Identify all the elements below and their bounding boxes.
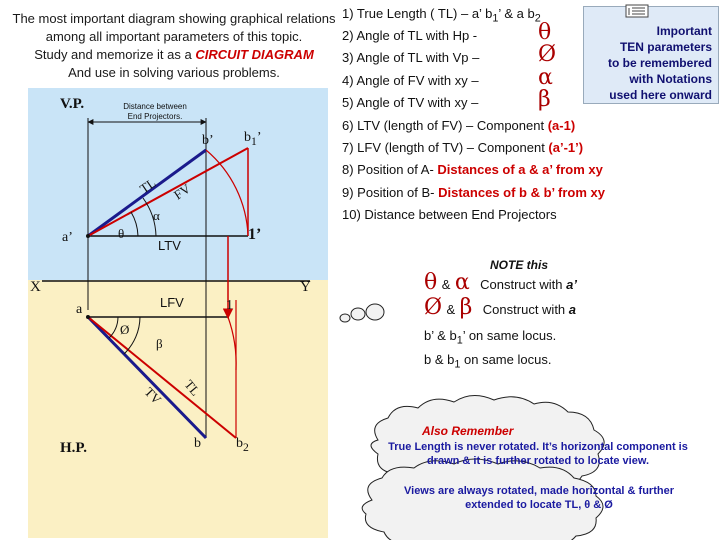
intro-line-1: The most important diagram showing graphical relations (12, 11, 336, 26)
param-9-distances: Distances of b & b’ from xy (438, 185, 605, 200)
theta-angle-arc (131, 212, 138, 236)
intro-circuit-diagram: CIRCUIT DIAGRAM (195, 47, 314, 62)
point-a (86, 315, 90, 319)
cloud-bubble-1 (340, 314, 350, 322)
point-b1-dash-label (244, 130, 262, 148)
ten-note-line-4: with Notations (629, 72, 712, 86)
locus-2-prefix: b & b (424, 352, 455, 367)
intro-line-4: And use in solving various problems. (68, 65, 280, 80)
b1-dash-tick: ’ (256, 130, 262, 145)
diagram-beta-symbol: β (156, 336, 163, 351)
note-alpha-symbol: α (454, 270, 470, 295)
also-remember-title: Also Remember (422, 424, 514, 438)
hp-label: H.P. (60, 440, 87, 456)
beta-symbol: β (538, 87, 551, 112)
dist-label-line-1: Distance between (123, 102, 187, 111)
cloud-bubble-3 (366, 304, 384, 320)
note-theta-symbol: θ (424, 270, 438, 295)
locus-1-suffix: ’ on same locus. (462, 328, 557, 343)
b1-dash-main: b (244, 130, 251, 145)
point-1-dash-label: 1’ (248, 226, 262, 243)
note-row-2-emph: a (568, 302, 577, 317)
ltv-rotation-arc (206, 150, 248, 236)
param-6-text: 6) LTV (length of FV) – Component (342, 118, 548, 133)
ltv-label: LTV (158, 238, 181, 253)
param-7-text: 7) LFV (length of TV) – Component (342, 140, 549, 155)
param-8-text: 8) Position of A- (342, 162, 438, 177)
note-row-1-text: Construct with (480, 277, 567, 292)
cloud-true-length-text: True Length is never rotated. It’s horizontal component is drawn & it is further rotated to locate view. (388, 441, 688, 467)
tl-upper-label: TL (136, 174, 159, 197)
param-1-sub-1: 1 (492, 12, 499, 25)
locus-2-suffix: on same locus. (460, 352, 552, 367)
dist-label-line-2: End Projectors. (127, 112, 183, 121)
locus-1-sub: 1 (456, 334, 463, 347)
point-a-dash-label: a’ (62, 230, 73, 245)
diagram-alpha-symbol: α (153, 208, 160, 223)
param-8-distances: Distances of a & a’ from xy (437, 162, 603, 177)
param-1-sub-2: 2 (534, 12, 541, 25)
ten-note-line-2: TEN parameters (619, 40, 712, 54)
point-b-label: b (194, 436, 201, 451)
note-locus-2 (424, 352, 551, 371)
note-row-2-text: Construct with (482, 302, 569, 317)
intro-line-3-prefix: Study and memorize it as a (34, 47, 196, 62)
point-b-dash-label: b’ (202, 133, 214, 148)
lfv-label: LFV (160, 295, 184, 310)
tv-label: TV (141, 384, 165, 408)
fv-label: FV (170, 180, 194, 203)
y-label: Y (300, 279, 311, 295)
param-angle-fv-xy: 4) Angle of FV with xy – (342, 73, 479, 88)
point-b2-label (236, 436, 249, 454)
note-amp-2: & (446, 302, 456, 317)
note-phi-symbol: Ø (424, 295, 443, 320)
alpha-symbol: α (538, 65, 553, 90)
diagram-phi-symbol: Ø (120, 322, 130, 337)
locus-2-sub: 1 (454, 358, 461, 371)
end-projectors-distance-label (110, 102, 200, 122)
intro-line-2: among all important parameters of this topic. (45, 29, 303, 44)
param-7-component: (a’-1’) (548, 140, 584, 155)
note-row-2 (424, 297, 576, 319)
tl-lower-label: TL (181, 376, 204, 399)
param-angle-tl-vp: 3) Angle of TL with Vp – (342, 50, 480, 65)
note-locus-1 (424, 328, 556, 347)
point-a-label: a (76, 302, 83, 317)
note-amp-1: & (441, 277, 451, 292)
ten-note-line-1: Important (656, 24, 712, 38)
point-a-dash (86, 234, 90, 238)
note-title: NOTE this (490, 258, 549, 272)
param-1-mid: ’ & a b (498, 6, 535, 21)
param-end-projectors: 10) Distance between End Projectors (342, 207, 557, 222)
cloud-views-rotated-text: Views are always rotated, made horizontal & further extended to locate TL, θ & Ø (404, 485, 674, 511)
cloud-bubble-2 (351, 308, 365, 320)
note-row-1-emph: a’ (566, 277, 577, 292)
locus-1-prefix: b’ & b (424, 328, 457, 343)
phi-symbol: Ø (538, 42, 557, 67)
diagram-theta-symbol: θ (118, 226, 125, 241)
ten-note-line-5: used here onward (609, 88, 712, 102)
theta-symbol: θ (538, 20, 552, 45)
x-label: X (30, 279, 41, 295)
param-angle-tl-hp: 2) Angle of TL with Hp - (342, 28, 478, 43)
param-1-text: 1) True Length ( TL) – a’ b (342, 6, 493, 21)
b2-main: b (236, 436, 243, 451)
param-9-text: 9) Position of B- (342, 185, 439, 200)
lfv-rotation-arc (228, 317, 236, 370)
point-1-label: 1 (226, 298, 233, 313)
b1-dash-sub: 1 (251, 134, 257, 148)
b2-sub: 2 (243, 440, 249, 454)
note-row-1 (424, 272, 577, 294)
vp-label: V.P. (60, 96, 85, 112)
top-view-line (88, 317, 206, 438)
param-6-component: (a-1) (547, 118, 576, 133)
ten-note-line-3: to be remembered (607, 56, 712, 70)
param-angle-tv-xy: 5) Angle of TV with xy – (342, 95, 479, 110)
note-beta-symbol: β (459, 295, 473, 320)
true-length-line-upper (88, 148, 248, 236)
